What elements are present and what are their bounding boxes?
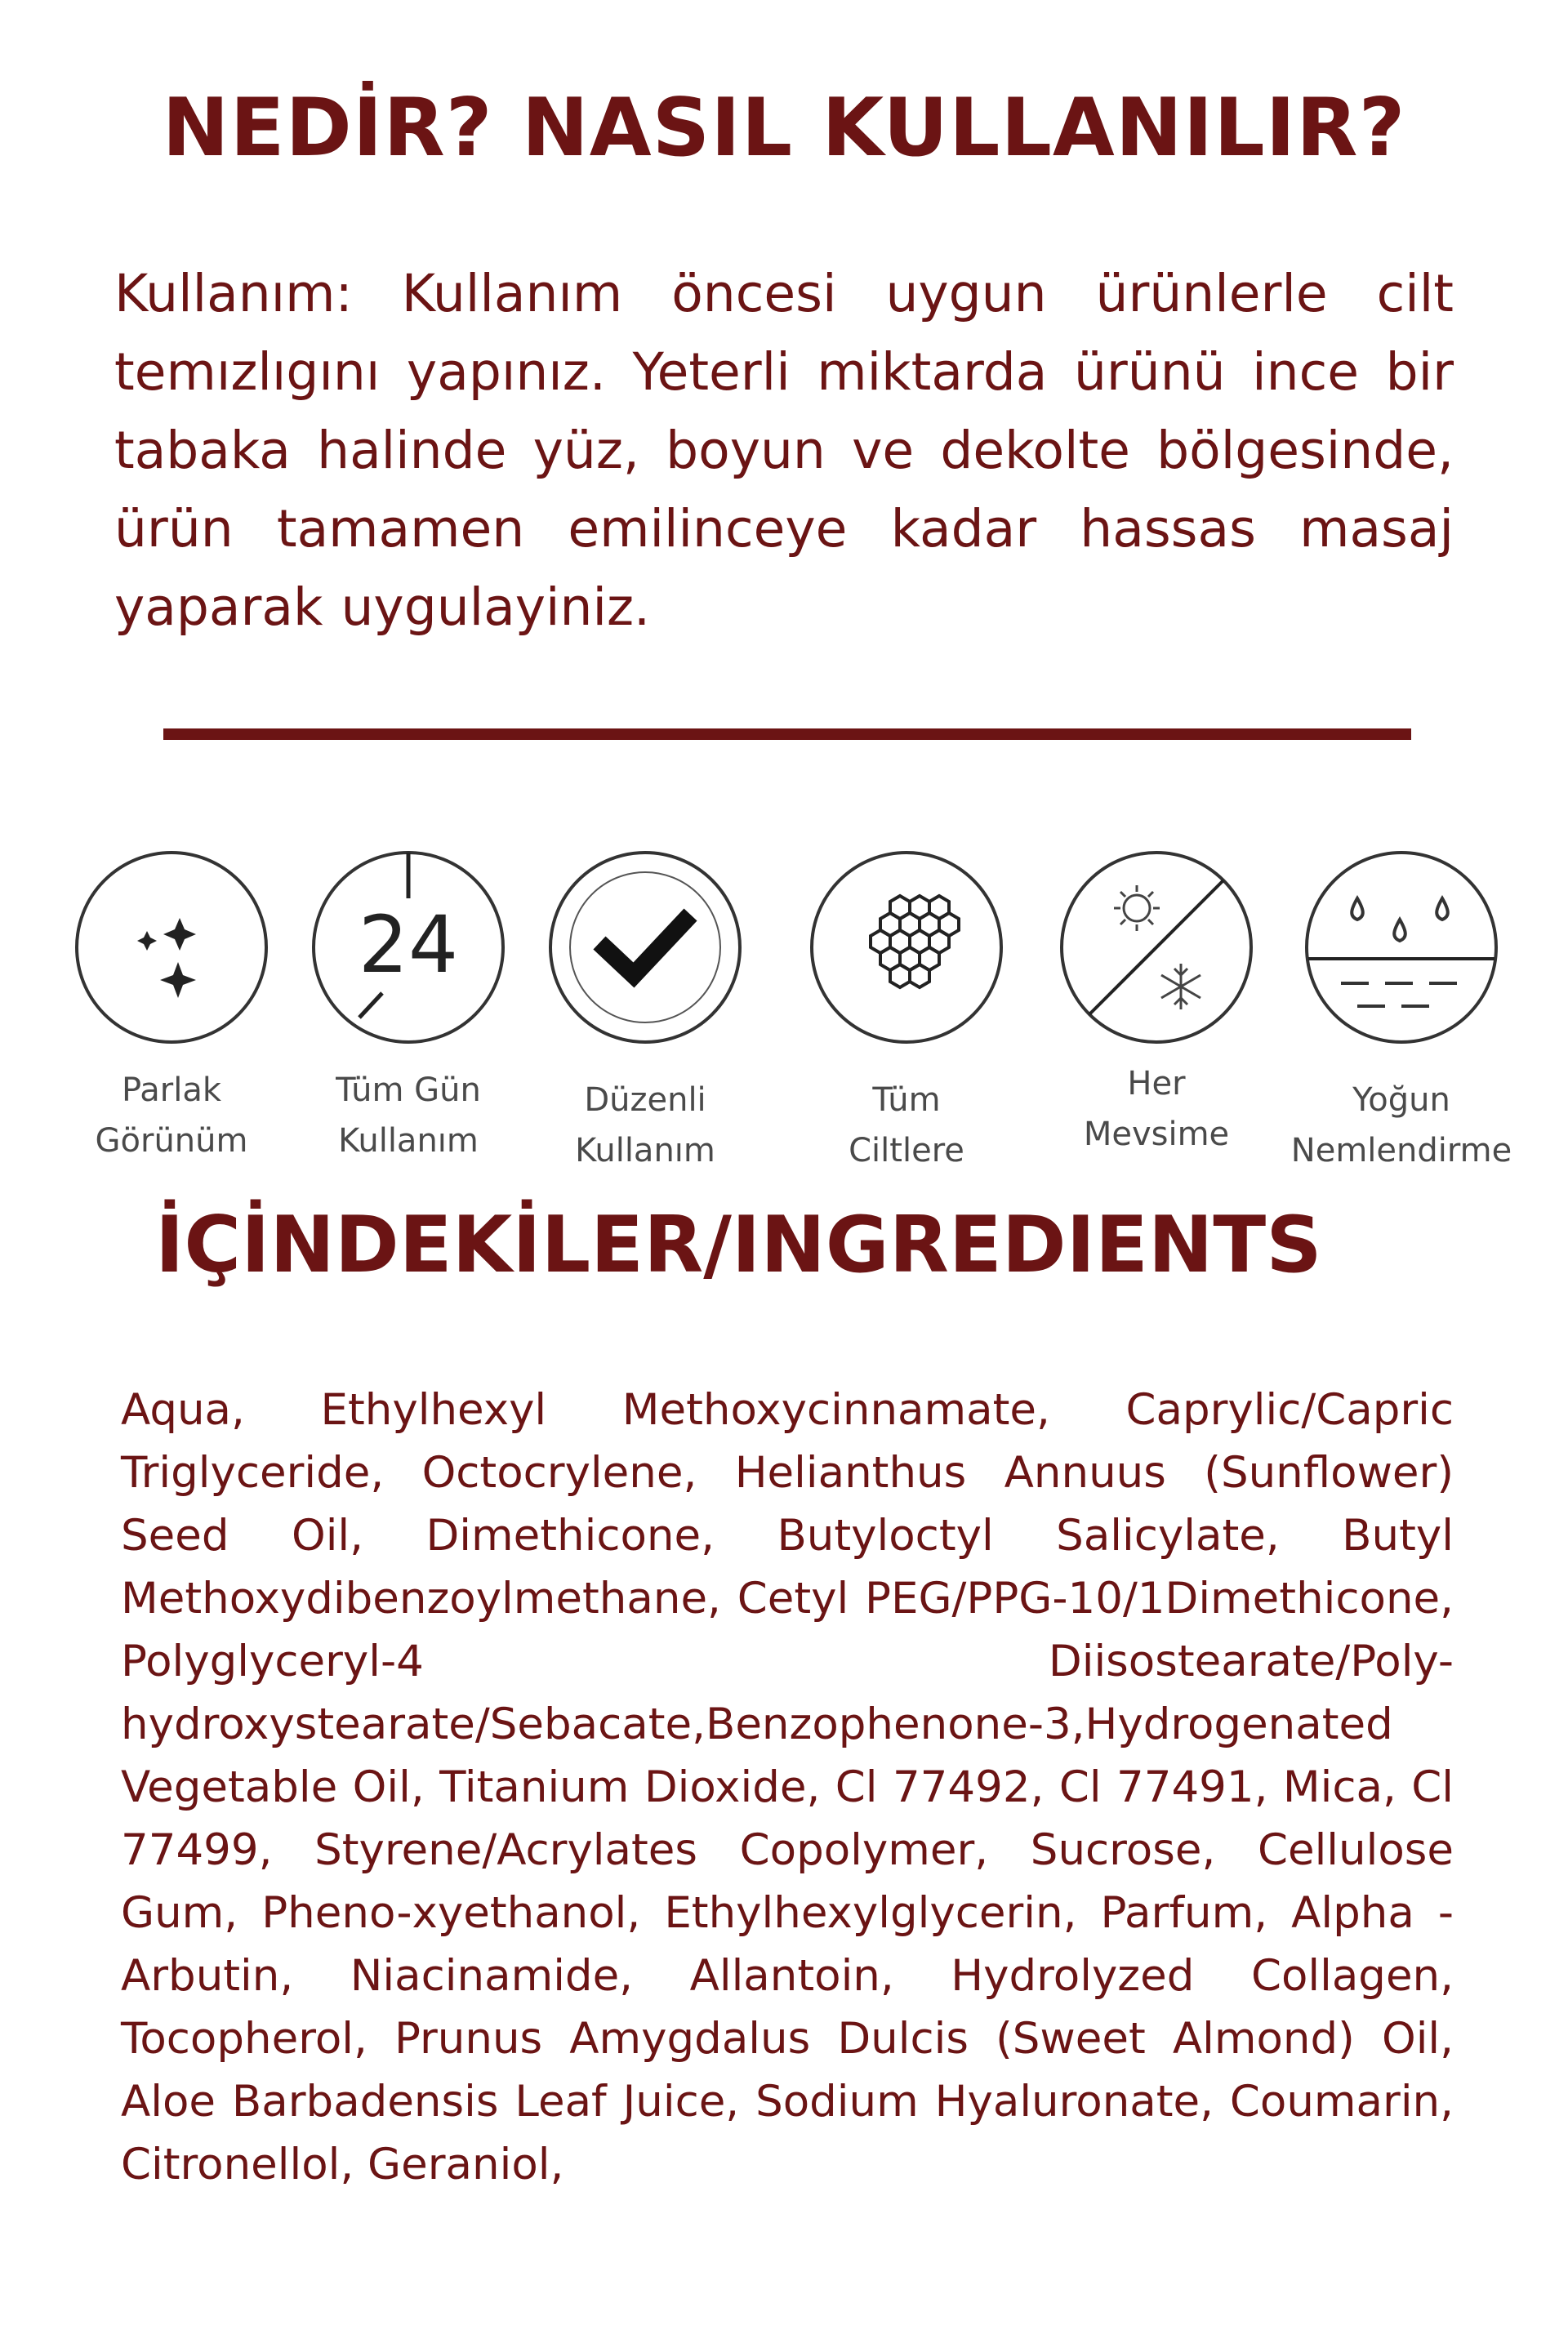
sun-snowflake-icon [1058,849,1254,1045]
feature-icons-row [0,849,1568,1176]
feature-label-line2: Kullanım [338,1122,479,1160]
svg-text:24: 24 [358,899,459,991]
feature-label-line2: Nemlendirme [1290,1132,1512,1169]
water-drops-icon [1303,849,1499,1045]
sparkle-icon [74,849,270,1045]
page-title: NEDİR? NASIL KULLANILIR? [162,82,1406,175]
feature-label-line1: Tüm [872,1081,941,1119]
feature-label-line1: Yoğun [1352,1081,1450,1119]
feature-label-line2: Görünüm [95,1122,248,1160]
feature-label-line1: Düzenli [584,1081,706,1119]
honeycomb-icon [808,849,1004,1045]
feature-label-line2: Ciltlere [849,1132,964,1169]
ingredients-list: Aqua, Ethylhexyl Methoxycinnamate, Caprylic/Capric Triglyceride, Octocrylene, Helianthus Annuus (Sunflower) Seed Oil, Dimethicone, Butyloctyl Salicylate, Butyl Methoxydibenzoylmethane, Cetyl PEG/PPG-10/1Dimethicone, Polyglyceryl-4 Diisostearate/Poly-hydroxystearate/Sebacate,Benzophenone-3,Hydrogenated Vegetable Oil, Titanium Dioxide, Cl 77492, Cl 77491, Mica, Cl 77499, Styrene/Acrylates Copolymer, Sucrose, Cellulose Gum, Pheno-xyethanol, Ethylhexylglycerin, Parfum, Alpha - Arbutin, Niacinamide, Allantoin, Hydrolyzed Collagen, Tocopherol, Prunus Amygdalus Dulcis (Sweet Almond) Oil, Aloe Barbadensis Leaf Juice, Sodium Hyaluronate, Coumarin, Citronellol, Geraniol, [121,1385,1454,2189]
ingredients-title: İÇİNDEKİLER/INGREDIENTS [155,1200,1322,1290]
section-divider [163,728,1411,740]
feature-label-line1: Her [1127,1065,1186,1102]
usage-instructions: Kullanım: Kullanım öncesi uygun ürünlerle cilt temızlıgını yapınız. Yeterli miktarda ürünü ince bir tabaka halinde yüz, boyun ve dekolte bölgesinde, ürün tamamen emilinceye kadar hassas masaj yaparak uygulayiniz. [114,264,1454,637]
checkmark-icon [547,849,743,1045]
feature-label-line1: Tüm Gün [336,1071,481,1109]
feature-label-line1: Parlak [121,1071,222,1109]
feature-label-line2: Mevsime [1083,1116,1230,1153]
feature-label-line2: Kullanım [575,1132,715,1169]
clock-24-icon [310,849,506,1045]
